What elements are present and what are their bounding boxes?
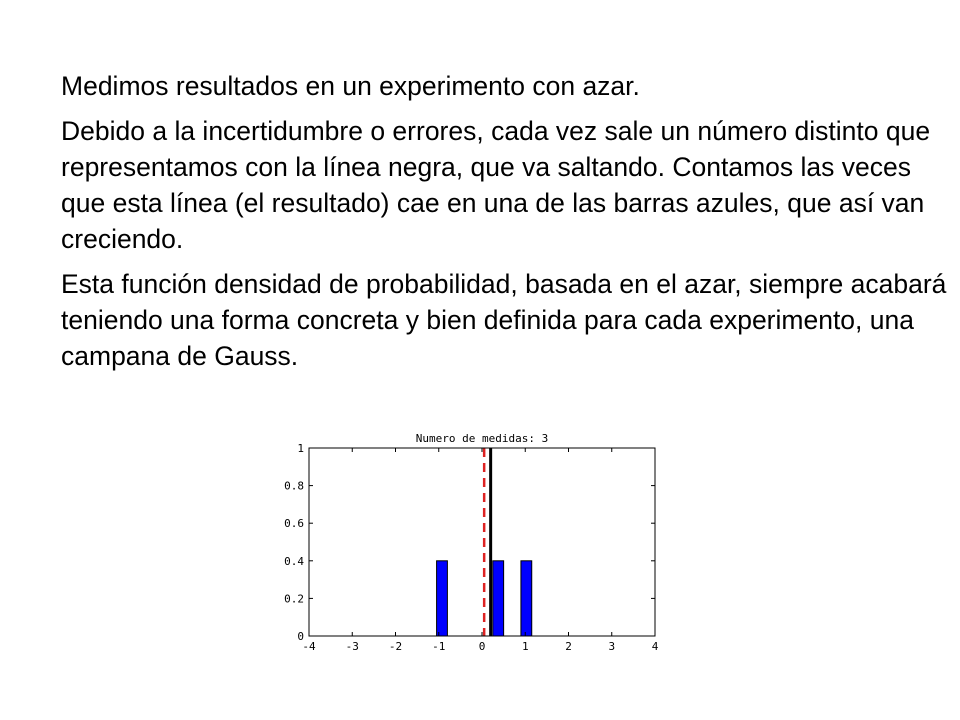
x-tick-label: -1	[432, 640, 446, 653]
y-tick-label: 1	[297, 442, 304, 455]
x-tick-label: 3	[608, 640, 616, 653]
y-tick-label: 0.4	[284, 554, 304, 568]
x-tick-label: -4	[302, 640, 316, 653]
x-tick-label: 0	[478, 640, 486, 653]
histogram-chart	[262, 424, 672, 664]
y-tick-label: 0.6	[284, 517, 304, 531]
y-tick-label: 0.2	[284, 592, 304, 606]
x-tick-label: -3	[345, 640, 359, 653]
histogram-bar-1	[437, 561, 448, 636]
x-tick-label: 2	[565, 640, 572, 653]
paragraph-uncertainty: Debido a la incertidumbre o errores, cada vez sale un número distinto que representamos con la línea negra, que va saltando. Contamos las veces que esta línea (el resultado) cae en una de las barras azules, que así van creciendo.	[61, 116, 931, 254]
paragraph-intro: Medimos resultados en un experimento con azar.	[61, 71, 640, 101]
x-tick-label: 1	[521, 640, 529, 653]
y-tick-label: 0	[297, 630, 304, 643]
x-tick-label: 4	[651, 640, 659, 653]
paragraph-gauss: Esta función densidad de probabilidad, basada en el azar, siempre acabará teniendo una forma concreta y bien definida para cada experimento, una campana de Gauss.	[61, 269, 947, 371]
histogram-svg	[262, 424, 672, 664]
y-tick-label: 0.8	[284, 479, 304, 493]
histogram-bar-2	[493, 561, 504, 636]
x-tick-label: -2	[388, 640, 403, 653]
plot-frame	[309, 448, 655, 636]
chart-title: Numero de medidas: 3	[415, 432, 549, 445]
slide-text	[61, 68, 951, 383]
histogram-bar-3	[521, 561, 532, 636]
